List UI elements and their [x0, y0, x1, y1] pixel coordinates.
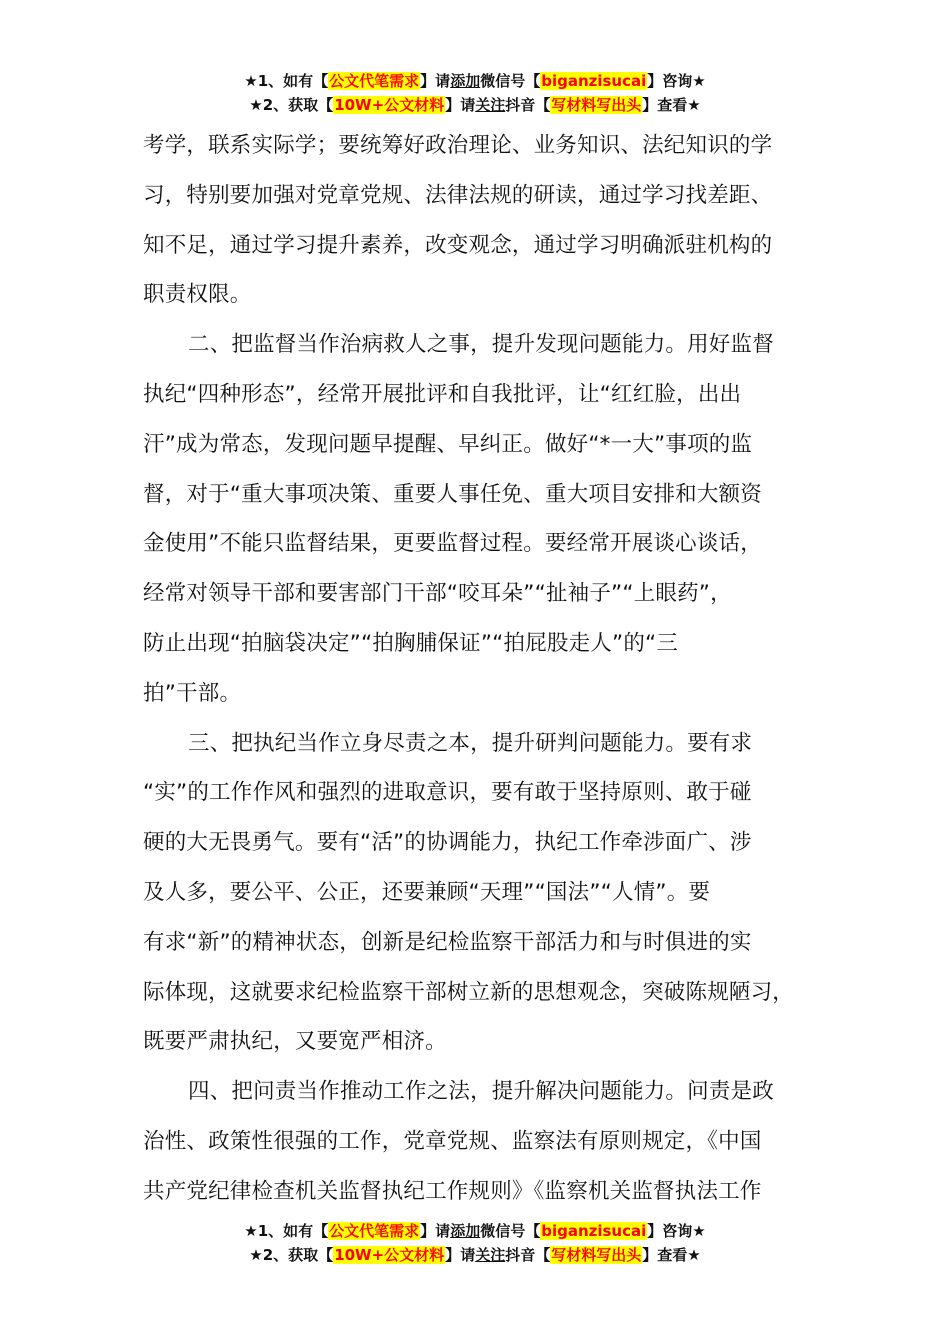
text-line: 及人多，要公平、公正，还要兼顾“天理”“国法”“人情”。要 — [143, 879, 711, 905]
document-body — [143, 121, 815, 1217]
text-line: 职责权限。 — [143, 282, 252, 308]
text-line: “实”的工作作风和强烈的进取意识，要有敢于坚持原则、敢于碰 — [143, 780, 752, 806]
text-line: 执纪“四种形态”，经常开展批评和自我批评，让“红红脸，出出 — [143, 381, 742, 407]
text-line: 考学，联系实际学；要统筹好政治理论、业务知识、法纪知识的学 — [143, 133, 773, 158]
text-line: 有求“新”的精神状态，创新是纪检监察干部活力和与时俱进的实 — [143, 929, 752, 955]
text-line: 拍”干部。 — [143, 680, 242, 706]
text-line: 知不足，通过学习提升素养，改变观念，通过学习明确派驻机构的 — [143, 232, 773, 258]
footer-banner-line-1: ★1、如有【公文代笔需求】请添加微信号【biganzisucai】咨询★ — [244, 1222, 706, 1240]
highlight-wechat-id: biganzisucai — [541, 1222, 647, 1240]
footer-banner-line-2: ★2、获取【10W+公文材料】请关注抖音【写材料写出头】查看★ — [249, 1246, 701, 1264]
text-line: 际体现，这就要求纪检监察干部树立新的思想观念，突破陈规陋习， — [143, 979, 795, 1005]
header-banner-line-2: ★2、获取【10W+公文材料】请关注抖音【写材料写出头】查看★ — [249, 96, 701, 114]
paragraph-start-line: 二、把监督当作治病救人之事，提升发现问题能力。用好监督 — [188, 332, 774, 358]
text-line: 经常对领导干部和要害部门干部“咬耳朵”“扯袖子”“上眼药”， — [143, 581, 732, 607]
paragraph-start-line: 三、把执纪当作立身尽责之本，提升研判问题能力。要有求 — [188, 730, 753, 756]
text-line: 金使用”不能只监督结果，更要监督过程。要经常开展谈心谈话， — [143, 531, 762, 557]
footer-banner — [0, 1220, 950, 1268]
text-line: 习，特别要加强对党章党规、法律法规的研读，通过学习找差距、 — [143, 182, 773, 208]
text-line: 既要严肃执纪，又要宽严相济。 — [143, 1029, 447, 1055]
text-line: 汗”成为常态，发现问题早提醒、早纠正。做好“*一大”事项的监 — [143, 431, 753, 457]
text-line: 防止出现“拍脑袋决定”“拍胸脯保证”“拍屁股走人”的“三 — [143, 630, 679, 656]
highlight-service: 公文代笔需求 — [329, 1222, 420, 1240]
highlight-douyin: 写材料写出头 — [551, 1246, 642, 1264]
text-line: 督，对于“重大事项决策、重要人事任免、重大项目安排和大额资 — [143, 481, 762, 507]
highlight-materials: 10W+公文材料 — [334, 96, 445, 114]
header-banner-line-1: ★1、如有【公文代笔需求】请添加微信号【biganzisucai】咨询★ — [244, 72, 706, 90]
text-line: 硬的大无畏勇气。要有“活”的协调能力，执纪工作牵涉面广、涉 — [143, 830, 752, 856]
highlight-materials: 10W+公文材料 — [334, 1246, 445, 1264]
text-line: 治性、政策性很强的工作，党章党规、监察法有原则规定，《中国 — [143, 1128, 762, 1154]
header-banner — [0, 70, 950, 118]
highlight-service: 公文代笔需求 — [329, 72, 420, 90]
highlight-douyin: 写材料写出头 — [551, 96, 642, 114]
text-line: 共产党纪律检查机关监督执纪工作规则》《监察机关监督执法工作 — [143, 1178, 762, 1204]
highlight-wechat-id: biganzisucai — [541, 72, 647, 90]
paragraph-start-line: 四、把问责当作推动工作之法，提升解决问题能力。问责是政 — [188, 1079, 774, 1105]
